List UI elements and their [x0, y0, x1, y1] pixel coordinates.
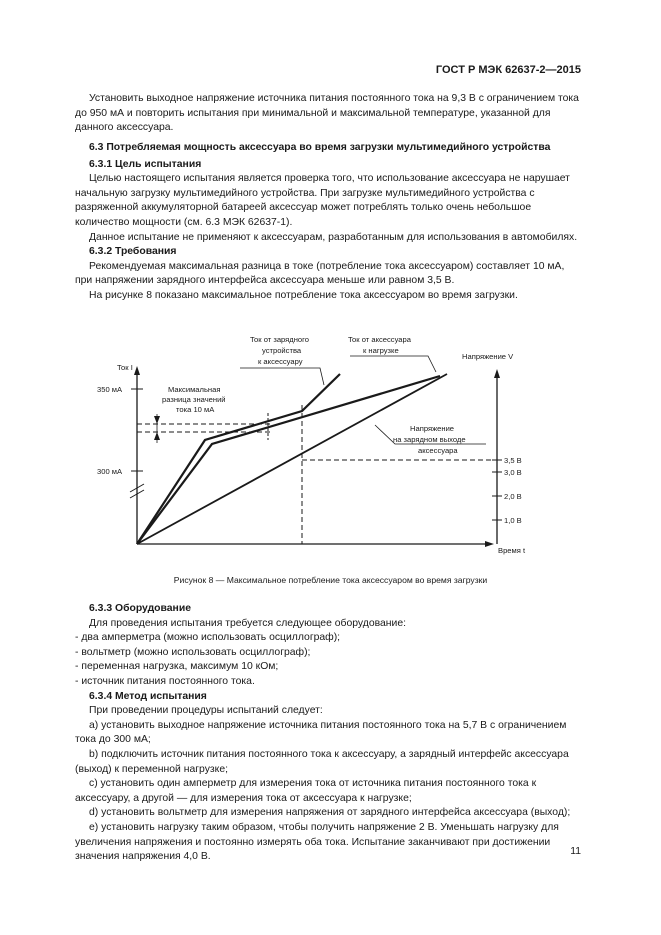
- section-6-3-2-paragraph-2: На рисунке 8 показано максимальное потребление тока аксессуаром во время загрузки.: [89, 289, 518, 301]
- equipment-item: - источник питания постоянного тока.: [75, 675, 255, 687]
- equipment-item: - два амперметра (можно использовать осциллограф);: [75, 632, 341, 644]
- charge-current-leader: [240, 368, 324, 385]
- section-6-3-1-title: 6.3.1 Цель испытания: [89, 158, 202, 170]
- diff-arrow-down: [154, 416, 160, 424]
- volt-tick-label: 2,0 В: [504, 492, 522, 501]
- section-6-3-4-lead: При проведении процедуры испытаний следует:: [89, 705, 323, 717]
- section-6-3-1-paragraph-2: Данное испытание не применяют к аксессуарам, разработанным для использования в автомобилях.: [89, 231, 578, 243]
- diff-label-line: Максимальная: [168, 385, 221, 394]
- method-item: d) установить вольтметр для измерения напряжения от зарядного интерфейса аксессуара (выход);: [89, 807, 571, 819]
- section-6-3-3-title: 6.3.3 Оборудование: [89, 603, 191, 614]
- accessory-current-label: к нагрузке: [363, 346, 399, 355]
- section-6-3-4-title: 6.3.4 Метод испытания: [89, 690, 207, 702]
- time-axis-arrow: [485, 541, 494, 547]
- method-item: e) установить нагрузку таким образом, чтобы получить напряжение 2 В. Уменьшать нагрузку для увеличения напряжения и постоянно измерять оба тока. Испытание заканчивают при достижении значения напряжения 4,0 В.: [75, 821, 559, 863]
- volt-tick-label: 1,0 В: [504, 516, 522, 525]
- current-axis-label: Ток I: [117, 363, 133, 372]
- tick-300-label: 300 мА: [97, 467, 123, 476]
- equipment-item: - переменная нагрузка, максимум 10 кОм;: [75, 661, 279, 673]
- equipment-item: - вольтметр (можно использовать осциллограф);: [75, 646, 311, 658]
- diff-label-line: тока 10 мА: [176, 405, 215, 414]
- intro-paragraph: [75, 92, 582, 136]
- figure-8-caption: Рисунок 8 — Максимальное потребление тока аксессуаром во время загрузки: [173, 575, 488, 585]
- section-6-3-3: [75, 602, 582, 865]
- section-6-3-2-paragraph-1: Рекомендуемая максимальная разница в токе (потребление тока аксессуаром) составляет 10 мА, при напряжении зарядного интерфейса аксессуара меньше или равном 3,5 В.: [75, 260, 565, 287]
- section-6-3: [75, 141, 582, 304]
- voltage-curve-label: Напряжение: [410, 424, 455, 433]
- charge-current-label: Ток от зарядного: [250, 335, 309, 344]
- document-header: ГОСТ Р МЭК 62637-2—2015: [435, 64, 581, 76]
- voltage-curve-label: аксессуара: [418, 446, 458, 455]
- section-6-3-2-title: 6.3.2 Требования: [89, 246, 177, 258]
- voltage-curve-label: на зарядном выходе: [393, 435, 466, 444]
- voltage-axis-arrow: [494, 369, 500, 378]
- tick-350-label: 350 мА: [97, 385, 123, 394]
- method-item: b) подключить источник питания постоянного тока к аксессуару, а зарядный интерфейс аксессуара (выход) к переменной нагрузке;: [75, 748, 569, 775]
- volt-tick-label: 3,5 В: [504, 456, 522, 465]
- section-6-3-title: 6.3 Потребляемая мощность аксессуара во время загрузки мультимедийного устройства: [89, 142, 551, 153]
- page-number: 11: [570, 846, 581, 857]
- diff-arrow-up: [154, 432, 160, 440]
- diff-label-line: разница значений: [162, 395, 226, 404]
- accessory-current-label: Ток от аксессуара: [348, 335, 411, 344]
- method-item: c) установить один амперметр для измерения тока от источника питания постоянного тока к аксессуару, а другой — для измерения тока от аксессуара к нагрузке;: [75, 778, 537, 804]
- accessory-current-leader: [350, 356, 436, 372]
- section-6-3-1-paragraph-1: Целью настоящего испытания является проверка того, что использование аксессуара не нарушает начальную загрузку мультимедийного устройства. При загрузке мультимедийного устройства с разряженной аккумуляторной батареей аксессуар может потреблять только очень небольшое количество мощности (см. 6.3 МЭК 62637-1).: [75, 173, 570, 228]
- section-6-3-3-lead: Для проведения испытания требуется следующее оборудование:: [89, 617, 406, 629]
- voltage-axis-label: Напряжение V: [462, 352, 514, 361]
- volt-tick-label: 3,0 В: [504, 468, 522, 477]
- current-axis-arrow: [134, 366, 140, 375]
- charge-current-label: к аксессуару: [258, 357, 303, 366]
- method-item: a) установить выходное напряжение источника питания постоянного тока на 5,7 В с ограничением тока до 300 мА;: [75, 719, 567, 746]
- intro-text: Установить выходное напряжение источника питания постоянного тока на 9,3 В с ограничением тока до 950 мА и повторить испытания при минимальной и максимальной температуре, указанной для данного аксессуара.: [75, 93, 579, 134]
- charge-current-label: устройства: [262, 346, 302, 355]
- time-axis-label: Время t: [498, 546, 526, 555]
- figure-8-diagram: [0, 320, 661, 570]
